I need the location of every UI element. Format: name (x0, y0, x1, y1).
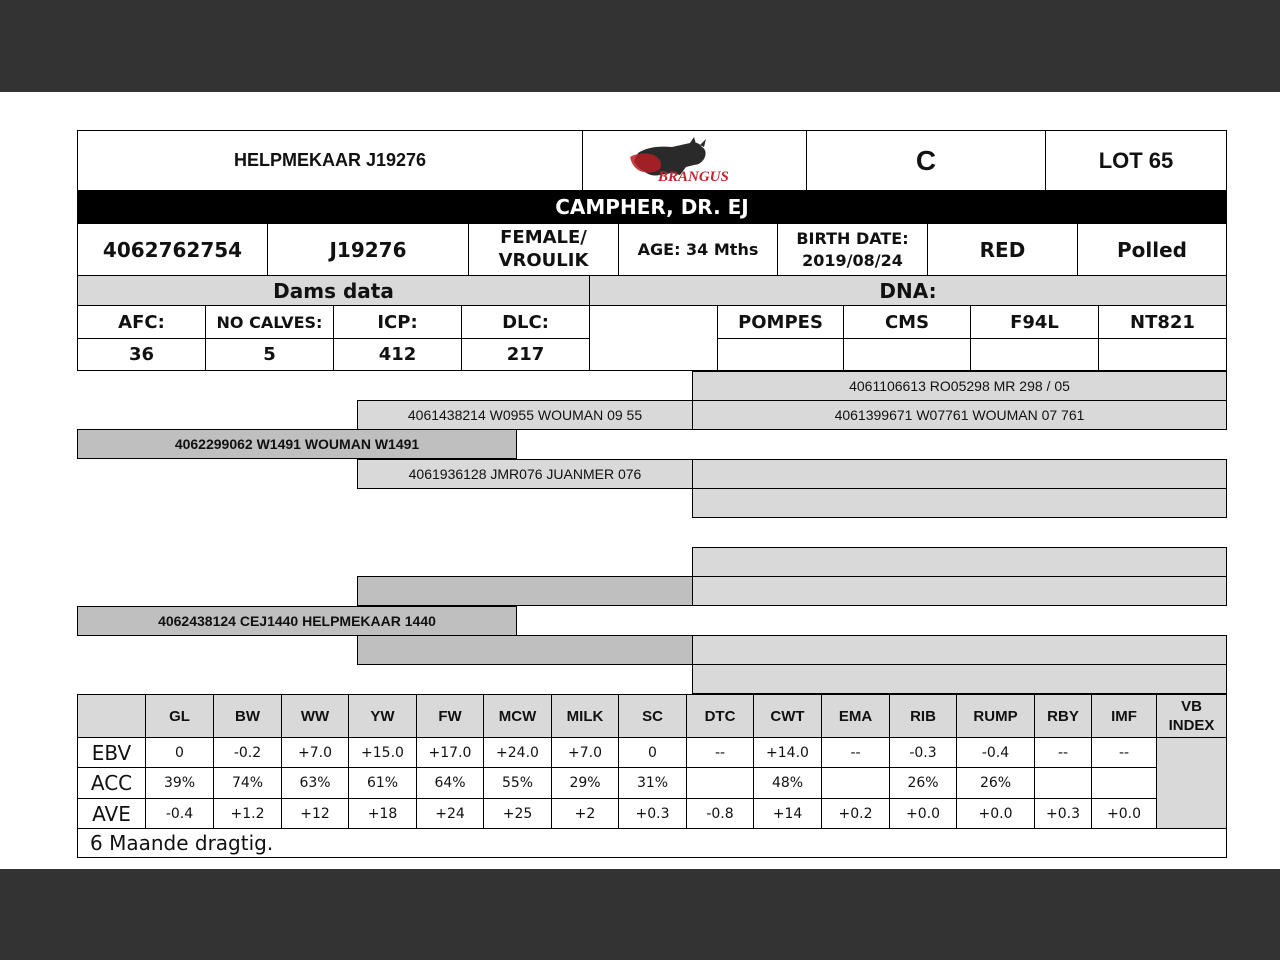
ebv-cell-acc-yw: 61% (348, 767, 417, 799)
dna-header-nt821: NT821 (1098, 305, 1227, 339)
pedigree-empty-8 (692, 664, 1227, 694)
pedigree-empty-3 (692, 547, 1227, 577)
ebv-cell-ebv-mcw: +24.0 (483, 737, 552, 768)
vb-index-line-1: VB (1181, 697, 1202, 715)
ebv-header-ema: EMA (821, 694, 890, 738)
pedigree-empty-7 (692, 635, 1227, 665)
ebv-cell-ave-rump: +0.0 (956, 798, 1035, 829)
ebv-row-label-ebv: EBV (77, 737, 146, 768)
ebv-cell-ave-gl: -0.4 (145, 798, 214, 829)
pedigree-empty-2 (692, 488, 1227, 518)
ebv-header-cwt: CWT (753, 694, 822, 738)
ebv-cell-ave-rby: +0.3 (1034, 798, 1092, 829)
ebv-header-corner (77, 694, 146, 738)
ebv-cell-ebv-dtc: -- (686, 737, 754, 768)
ebv-cell-ebv-bw: -0.2 (213, 737, 282, 768)
id-number: 4062762754 (77, 223, 268, 276)
ebv-cell-acc-gl: 39% (145, 767, 214, 799)
ebv-cell-ave-milk: +2 (551, 798, 619, 829)
ebv-cell-ave-rib: +0.0 (889, 798, 957, 829)
ebv-cell-ebv-fw: +17.0 (416, 737, 484, 768)
ebv-cell-ebv-gl: 0 (145, 737, 214, 768)
birth-date-field (777, 223, 928, 276)
ebv-cell-ave-ww: +12 (281, 798, 349, 829)
ebv-cell-acc-cwt: 48% (753, 767, 822, 799)
dna-value-cms (843, 338, 971, 371)
pedigree-empty-4 (357, 576, 693, 606)
dna-title: DNA: (589, 275, 1227, 306)
ebv-header-rib: RIB (889, 694, 957, 738)
ebv-cell-ave-yw: +18 (348, 798, 417, 829)
ebv-header-gl: GL (145, 694, 214, 738)
ebv-cell-acc-milk: 29% (551, 767, 619, 799)
dna-header-pompes: POMPES (717, 305, 844, 339)
color-field: RED (927, 223, 1078, 276)
ebv-cell-ave-dtc: -0.8 (686, 798, 754, 829)
pedigree-empty-1 (692, 459, 1227, 489)
ebv-header-yw: YW (348, 694, 417, 738)
ebv-header-milk: MILK (551, 694, 619, 738)
ebv-cell-ave-bw: +1.2 (213, 798, 282, 829)
ebv-cell-ave-ema: +0.2 (821, 798, 890, 829)
dams-value-afc: 36 (77, 338, 206, 371)
ebv-cell-ave-sc: +0.3 (618, 798, 687, 829)
ebv-cell-acc-imf (1091, 767, 1157, 799)
note-text: 6 Maande dragtig. (77, 828, 1227, 858)
ebv-cell-ebv-yw: +15.0 (348, 737, 417, 768)
ebv-cell-acc-rib: 26% (889, 767, 957, 799)
ebv-cell-ebv-rby: -- (1034, 737, 1092, 768)
dna-value-nt821 (1098, 338, 1227, 371)
ebv-cell-ebv-ema: -- (821, 737, 890, 768)
sex-line-1: FEMALE/ (500, 227, 587, 248)
ebv-cell-acc-ema (821, 767, 890, 799)
ebv-row-label-ave: AVE (77, 798, 146, 829)
ebv-cell-acc-rump: 26% (956, 767, 1035, 799)
ebv-cell-acc-bw: 74% (213, 767, 282, 799)
ebv-header-vb-index (1156, 694, 1227, 738)
top-viewer-bar (0, 0, 1280, 92)
ebv-header-fw: FW (416, 694, 484, 738)
bottom-viewer-bar (0, 869, 1280, 960)
dams-header-no-calves: NO CALVES: (205, 305, 334, 339)
animal-name: HELPMEKAAR J19276 (77, 130, 583, 191)
lot-number: LOT 65 (1045, 130, 1227, 191)
ebv-cell-acc-ww: 63% (281, 767, 349, 799)
age-field: AGE: 34 Mths (618, 223, 778, 276)
ebv-header-mcw: MCW (483, 694, 552, 738)
ebv-cell-ebv-rib: -0.3 (889, 737, 957, 768)
ebv-header-rby: RBY (1034, 694, 1092, 738)
dams-header-afc: AFC: (77, 305, 206, 339)
pedigree-sire: 4062299062 W1491 WOUMAN W1491 (77, 429, 517, 459)
ebv-header-dtc: DTC (686, 694, 754, 738)
pedigree-dam: 4062438124 CEJ1440 HELPMEKAAR 1440 (77, 606, 517, 636)
dams-header-icp: ICP: (333, 305, 462, 339)
ebv-cell-acc-sc: 31% (618, 767, 687, 799)
pedigree-sire-sire-dam: 4061399671 W07761 WOUMAN 07 761 (692, 400, 1227, 430)
breeder-name: CAMPHER, DR. EJ (77, 190, 1227, 224)
grade-letter: C (806, 130, 1046, 191)
horn-status-field: Polled (1077, 223, 1227, 276)
brangus-logo (582, 130, 807, 191)
dams-value-icp: 412 (333, 338, 462, 371)
sex-field (468, 223, 619, 276)
sex-line-2: VROULIK (498, 249, 589, 271)
dna-header-cms: CMS (843, 305, 971, 339)
pedigree-sire-sire-sire: 4061106613 RO05298 MR 298 / 05 (692, 371, 1227, 401)
ebv-vb-index-value (1156, 737, 1227, 829)
ebv-header-bw: BW (213, 694, 282, 738)
bull-logo-icon (620, 137, 770, 185)
ebv-cell-acc-rby (1034, 767, 1092, 799)
svg-text:BRANGUS: BRANGUS (657, 168, 729, 185)
tag-number: J19276 (267, 223, 469, 276)
pedigree-sire-sire: 4061438214 W0955 WOUMAN 09 55 (357, 400, 693, 430)
ebv-cell-ebv-imf: -- (1091, 737, 1157, 768)
ebv-header-ww: WW (281, 694, 349, 738)
ebv-cell-acc-fw: 64% (416, 767, 484, 799)
ebv-header-sc: SC (618, 694, 687, 738)
dna-value-f94l (970, 338, 1099, 371)
ebv-cell-acc-mcw: 55% (483, 767, 552, 799)
ebv-header-imf: IMF (1091, 694, 1157, 738)
ebv-cell-ebv-rump: -0.4 (956, 737, 1035, 768)
ebv-cell-ebv-milk: +7.0 (551, 737, 619, 768)
ebv-cell-acc-dtc (686, 767, 754, 799)
dna-header-f94l: F94L (970, 305, 1099, 339)
pedigree-sire-dam: 4061936128 JMR076 JUANMER 076 (357, 459, 693, 489)
dna-value-pompes (717, 338, 844, 371)
ebv-cell-ave-cwt: +14 (753, 798, 822, 829)
ebv-cell-ebv-ww: +7.0 (281, 737, 349, 768)
dams-header-dlc: DLC: (461, 305, 590, 339)
vb-index-line-2: INDEX (1168, 717, 1215, 734)
dams-value-dlc: 217 (461, 338, 590, 371)
ebv-header-rump: RUMP (956, 694, 1035, 738)
dams-data-title: Dams data (77, 275, 590, 306)
pedigree-empty-6 (357, 635, 693, 665)
pedigree-empty-5 (692, 576, 1227, 606)
birth-date-label: BIRTH DATE: (796, 228, 909, 248)
dams-value-no-calves: 5 (205, 338, 334, 371)
ebv-cell-ebv-cwt: +14.0 (753, 737, 822, 768)
dna-blank-cell (589, 305, 718, 371)
ebv-cell-ave-mcw: +25 (483, 798, 552, 829)
birth-date-value: 2019/08/24 (802, 250, 903, 270)
ebv-row-label-acc: ACC (77, 767, 146, 799)
ebv-cell-ebv-sc: 0 (618, 737, 687, 768)
ebv-cell-ave-fw: +24 (416, 798, 484, 829)
ebv-cell-ave-imf: +0.0 (1091, 798, 1157, 829)
